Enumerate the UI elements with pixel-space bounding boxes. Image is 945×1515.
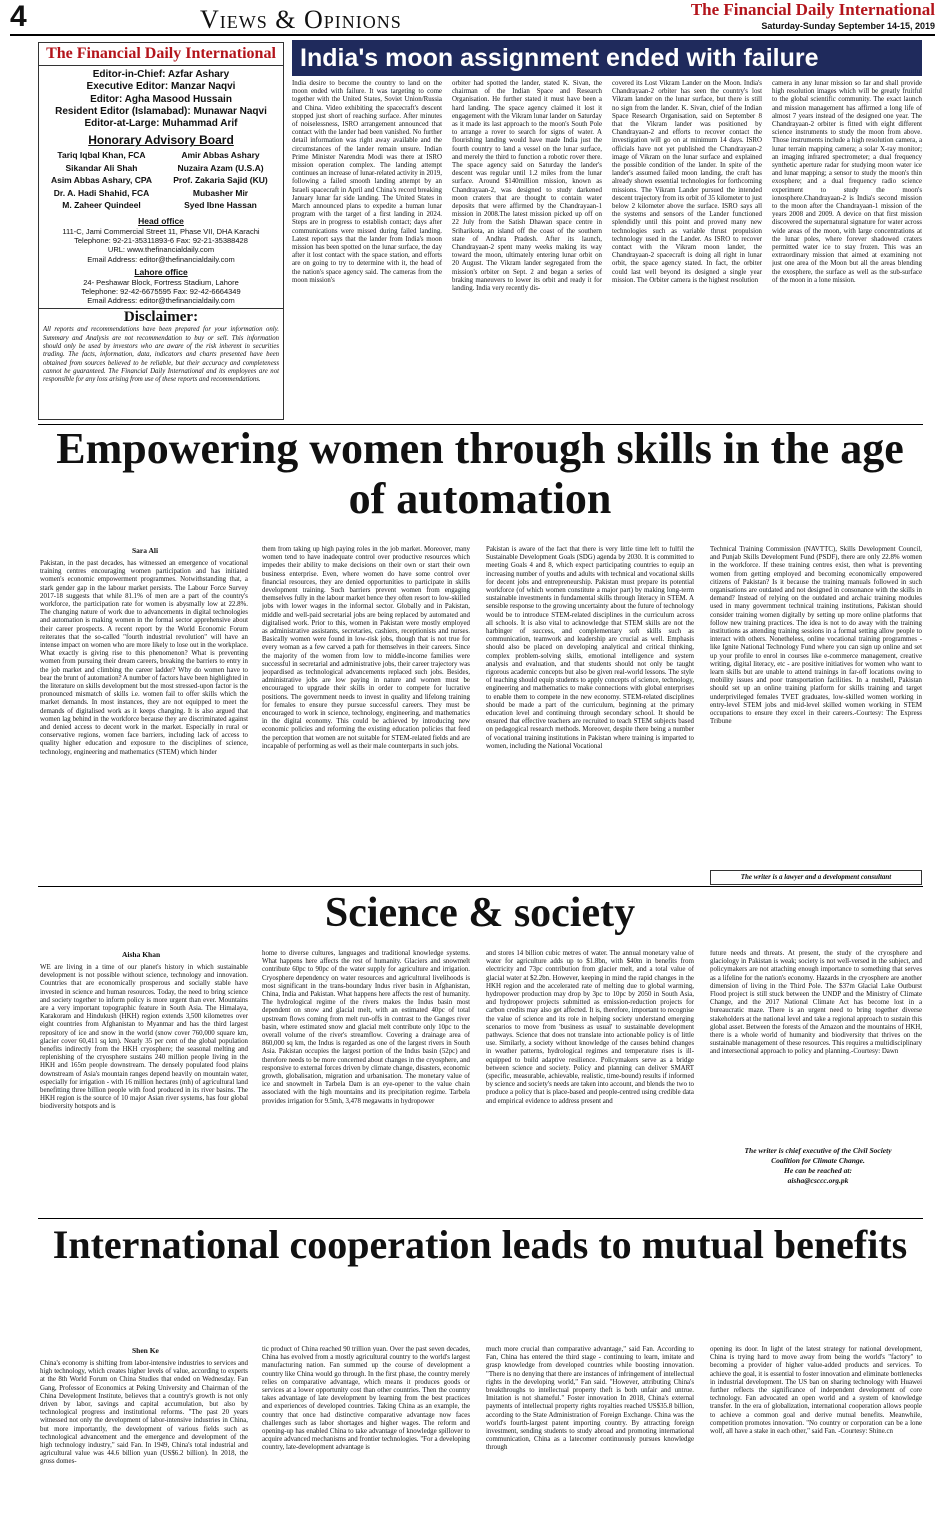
editor-line: Editor-at-Large: Muhammad Arif bbox=[84, 118, 238, 130]
board-member: Dr. A. Hadi Shahid, FCA bbox=[53, 187, 150, 198]
intl-column-1: China's economy is shifting from labor-intensive industries to services and high technology, which creates higher levels of value, according to experts at the 8th World Forum on China Studies that ended on Wednesday. Fan Gang, Professor of Economics at Peking University and Chairman of the China Development Institute, believes that a country's growth is not only driven by labor, savings and capital accumulation, but also by technological progress and institutional reforms. "The past 20 years witnessed not only the development of labor-intensive industries in China, but more importantly, the development of various fields such as technological advancement and the emergence and development of the high technology industry," said Fan. In 1949, China's total industrial and agricultural value was 44.6 billion yuan (US$6.2 billion). In 2018, the gross domes- bbox=[40, 1360, 248, 1466]
note-email: aisha@csccc.org.pk bbox=[787, 1176, 849, 1185]
board-member: M. Zaheer Quindeel bbox=[62, 200, 141, 211]
moon-column-3: covered its Lost Vikram Lander on the Moon. India's Chandrayaan-2 orbiter has seen the country's lost Vikram lander on the lunar surface, but there is still no sign from the lander. K. Sivan, chief of the Indian Space Research Organisation, said on September 8 that the Vikram lander was positioned by Chandrayaan-2 and efforts to recover contact the investigation will go on at minimum 14 days. ISRO officials have not yet published the Chandrayaan-2 image of Vikram on the lunar surface and explained the possible condition of the lander. In spite of the lander's assumed failed moon landing, the craft has already shown essential technologies for forthcoming missions. The Vikram Lander pursued the intended descent trajectory from its orbit of 35 kilometer to just below 2 kilometer above the surface. ISRO says all the systems and sensors of the Lander functioned splendidly until this point and proved many new technologies such as variable thrust propulsion technology used in the Lander. As ISRO to recover contact with the Vikram moon lander, the Chandrayaan-2 spacecraft is doing all right in lunar orbit, the space agency stated. In fact, the orbiter could last well beyond its designed a single year mission. The Orbiter camera is the highest resolution bbox=[612, 80, 762, 284]
board-member: Mubasher Mir bbox=[192, 187, 249, 198]
note-line: Coalition for Climate Change. bbox=[771, 1156, 865, 1165]
address-line: 111-C, Jami Commercial Street 11, Phase VII, DHA Karachi bbox=[62, 226, 260, 236]
address-line: 24- Peshawar Block, Fortress Stadium, Lahore bbox=[83, 277, 239, 287]
box-masthead: The Financial Daily International bbox=[39, 43, 283, 66]
women-author-note: The writer is a lawyer and a development consultant bbox=[710, 870, 922, 885]
address-line: Email Address: editor@thefinancialdaily.com bbox=[87, 296, 235, 306]
intl-article-title: International cooperation leads to mutual benefits bbox=[52, 1222, 908, 1267]
science-column-3: and stores 14 billion cubic metres of water. The annual monetary value of water for agriculture adds up to $1.8bn, with $40m in benefits from electricity and 73pc contribution from glacier melt, and a total value of glacial water at $2.2bn. However, keeping in mind the rapid changes in the HKH region and the accelerated rate of melting due to global warming, hydropower production may drop by 3pc to 10pc by 2050 in South Asia, and hydropower projects submitted as emission-reduction projects for carbon credits may also get affected. It is, therefore, important to recognise the value of science and its role in helping society understand emerging scenarios to move from 'business as usual' to sustainable development pathways. Science that does not translate into actionable policy is of little use. Similarly, a society without knowledge of the causes behind changes in weather patterns, hydrological regimes and temperature rises is ill-equipped to build adaptive resilience. Policymakers serve as a bridge between science and society. Policy and planning can deliver SMART (specific, measurable, achievable, realistic, time-bound) results if informed by science and society's needs are taken into account, and blends the two to produce a policy that is place-based and people-centred using credible data and empirical evidence to address present and bbox=[486, 950, 694, 1105]
divider bbox=[38, 1218, 923, 1219]
lahore-office-title: Lahore office bbox=[134, 266, 188, 277]
address-line: Telephone: 92-21-35311893-6 Fax: 92-21-35388428 bbox=[74, 236, 248, 246]
address-line: URL: www.thefinancialdaily.com bbox=[107, 245, 215, 255]
women-column-2: them from taking up high paying roles in the job market. Moreover, many women tend to have inadequate control over productive resources which impedes their ability to make decisions on their own or start their own business enterprise. Even, where women do have some control over financial resources, they are denied opportunities to participate in skills development training. Such barriers prevent women from engaging themselves fully in the labour market hence they often resort to low-skilled jobs with lower wages in the informal sector. Globally and in Pakistan, middle and well-paid secretarial jobs are being replaced by automated and digitalised work. Prior to this, women in Pakistan were mostly employed as administrative assistants, secretaries, cashiers, receptionists and nurses. Basically women were found in low-risk jobs, though that is not true for every woman as a few carved a path for themselves in their careers. Since the majority of the women from low to middle-income families were successful in secretarial and administrative jobs, their career trajectory was jeopardised as technological advancements replaced such jobs. Besides, administrative jobs are low paying in nature and women must be encouraged to upgrade their skills in order to compete for lucrative positions. The government needs to invest in quality and lifelong training for females to ensure they pursue successful careers. They must be encouraged to work in science, technology, engineering, and mathematics in the digital economy. This could be achieved by introducing new economic policies and reforming the existing education policies that feed the perception that women are not suitable for STEM-related fields and are incapable of performing as well as their male counterparts in such jobs. bbox=[262, 546, 470, 750]
board-member: Amir Abbas Ashary bbox=[181, 150, 260, 161]
board-member: Asim Abbas Ashary, CPA bbox=[50, 175, 153, 186]
intl-column-4: opening its door. In light of the latest strategy for national development, China is trying hard to move away from being the world's "factory" to becoming a provider of higher value-added products and services. To achieve the goal, it is essential to foster innovation and eliminate bottlenecks in industrial development. The US ban on sharing technology with Huawei further reflects the significance of independent development of core technology. Fan advocated an open world and a system of knowledge transfer. In the era of globalization, international cooperation allows people to achieve a common goal and derive mutual benefits. Meanwhile, competition promotes innovation. "No country or corporation can be a lone wolf, all have a stake in each other," said Fan. -Courtesy: Shine.cn bbox=[710, 1346, 922, 1436]
women-column-4: Technical Training Commission (NAVTTC), Skills Development Council, and Punjab Skills Development Fund (PSDF), there are only 22.8% women in the workforce. If these training centres exist, then what is preventing women from getting employed and becoming economically empowered citizens of Pakistan? Is it because the training manuals followed in such organisations are outdated and not designed in consonance with the skills in demand? Instead of relying on the outdated and archaic training modules used in many government technical training institutions, Pakistan should consider training women digitally by setting up more online platforms that follow new training practices. The idea is not to do away with the training institutions as attending training sessions in a formal setting allow people to interact with others. Nonetheless, online vocational training programmes - like Ignite National Technology Fund where you can sign up online and set up your profile to enrol in courses like e-commerce management, creative writing, digital literacy, etc - are positive initiatives for women who want to learn skills but are unable to attend trainings in far-off locations owing to mobility issues and poor transportation facilities. In a nutshell, Pakistan should set up an online training platform for skills training and target underprivileged females TVET graduates, low-skilled women working in entry-level STEM jobs and mid-level skilled women working in STEM occupations to ensure they excel in their careers.-Courtesy: The Express Tribune bbox=[710, 546, 922, 726]
intl-column-2: tic product of China reached 90 trillion yuan. Over the past seven decades, China has evolved from a mostly agricultural country to the world's largest manufacturing nation. Fan summed up the course of development a country like China would go through. In the first phase, the country merely relies on comparative advantage, which means it produces goods or services at a lower opportunity cost than other countries. Then the country takes advantage of late development by learning from the best practices and experiences of developed countries. Taking China as an example, the country that once had distinctive comparative advantage now faces challenges such as labor shortages and higher wages. The reform and opening-up has enabled China to take advantage of knowledge spillover to acquire advanced mechanisms and frontier technologies. "For a developing country, late-development advantage is bbox=[262, 1346, 470, 1452]
intl-column-3: much more crucial than comparative advantage," said Fan. According to Fan, China has entered the third stage - continuing to learn, imitate and grasp knowledge from developed countries while boosting innovation. "There is no denying that there are instances of infringement of intellectual rights in the developing world," Fan said. "However, attributing China's breakthroughs to intellectual property theft is both unfair and untrue. Imitation is not shameful." Foster innovation In 2018, China's external payments of intellectual property rights royalties reached US$35.8 billion, according to the State Administration of Foreign Exchange. China was the world's fourth-largest patent importing country. By attracting foreign investment, sending students to study abroad and promoting international communication, China as a latecomer continuously pursues knowledge through bbox=[486, 1346, 694, 1452]
intl-byline: Shen Ke bbox=[132, 1346, 159, 1355]
women-column-1: Pakistan, in the past decades, has witnessed an emergence of vocational training centres encouraging women participation and has initiated women's economic empowerment programmes. Notwithstanding that, a stark gender gap in the labour market persists. The Labour Force Survey 2017-18 suggests that while 81.1% of men are a part of the country's workforce, the participation rate for women is abysmally low at 22.8%. The changing nature of work due to advancements in digital technologies and automation is making women in the formal sector apprehensive about their career prospects. A recent report by the World Economic Forum reiterates that the so-called "fourth industrial revolution" will have an intense impact on women who are more likely to lose out in the workplace. What exactly is giving rise to this phenomenon? What is preventing women from pursuing their dream careers, breaking the barriers to entry in the job market and climbing the career ladder? Why do women have to bear the brunt of automation? A number of factors have been highlighted in the literature on skills development but the most stressed-upon factor is the pronounced mismatch of skills i.e. women fail to offer skills which the market demands. In most instances, they are not equipped to meet the demands of digitalised work as it keeps changing. It is also argued that women lag behind in the workforce because they are discriminated against and denied access to decent work in the market. Especially in rural or conservative regions, women face barriers, including lack of access to quality higher education and exposure to the disciplines of science, technology, engineering and mathematics (STEM) which hinder bbox=[40, 560, 248, 756]
note-line: The writer is chief executive of the Civil Society bbox=[744, 1146, 892, 1155]
board-member: Prof. Zakaria Sajid (KU) bbox=[173, 175, 268, 186]
editorial-box bbox=[38, 42, 284, 420]
moon-column-2: orbiter had spotted the lander, stated K. Sivan, the chairman of the Indian Space and Research Organisation. He further stated it must have been a hard landing. The space agency claimed it lost it engagement with the Vikram lunar lander on Saturday as it made its last approach to the moon's South Pole to arrange a rover to search for signs of water. A flourishing landing would have made India just the fourth country to land a vessel on the lunar surface, and merely the third to function a robotic rover there. The space agency said on Saturday the lander's descent was regular until 1.2 miles from the lunar surface. Around $140million mission, known as Chandrayaan-2, was designed to study darkened moon craters that are thought to contain water deposits that were affirmed by the Chandrayaan-1 mission in 2008.The latest mission picked up off on 22 July from the Satish Dhawan space centre in Sriharikota, an island off the coast of the southern state of Andhra Pradesh. After its launch, Chandrayaan-2 spent many weeks making its way toward the moon, ultimately entering lunar orbit on 20 August. The Vikram lander segregated from the mission's orbiter on Sept. 2 and began a series of braking maneuvers to lower its orbit and ready it for landing. India very recently dis- bbox=[452, 80, 602, 293]
science-article-title: Science & society bbox=[324, 890, 636, 936]
address-line: Email Address: editor@thefinancialdaily.com bbox=[87, 254, 235, 264]
editor-line: Resident Editor (Islamabad): Munawar Naqvi bbox=[55, 105, 267, 117]
moon-column-1: India desire to become the country to land on the moon ended with failure. It was targeting to come together with the United States, Soviet Union/Russia and China. Video exhibiting the spacecraft's descent stopped just short of reaching surface. After minutes of noiselessness, ISRO arrangement announced that contact with the lander had been vanished. No further detail information was right away available and the circumstances of the lander remain unsure. Indian Prime Minister Narendra Modi was there at ISRO mission operation complex. The landing attempt continues an increase of lunar-related activity in 2019, following a failed smooth landing attempt by an Israeli spacecraft in April and China's record breaking January lunar far side landing. The United States in March announced plans to expedite a human lunar program with the target of a first landing in 2024. Steps are in progress to establish contact; days after communications were missed during failed landing. Latest report says that the lander from India's moon mission has been spotted on the lunar surface, the day after it lost contact with the space station, and efforts are on going to try to determine with it, the head of the nation's space agency said. The cameras from the moon mission's bbox=[292, 80, 442, 284]
editor-line: Editor-in-Chief: Azfar Ashary bbox=[92, 69, 230, 80]
page-header bbox=[10, 0, 935, 36]
issue-date: Saturday-Sunday September 14-15, 2019 bbox=[761, 21, 935, 31]
editor-line: Editor: Agha Masood Hussain bbox=[90, 93, 232, 105]
advisory-board-title: Honorary Advisory Board bbox=[88, 133, 234, 148]
note-line: He can be reached at: bbox=[784, 1166, 852, 1175]
women-article-title: Empowering women through skills in the age of automation bbox=[56, 424, 904, 523]
moon-article-title: India's moon assignment ended with failure bbox=[292, 40, 922, 76]
science-author-note bbox=[720, 1144, 916, 1210]
editor-line: Executive Editor: Manzar Naqvi bbox=[86, 81, 236, 93]
disclaimer-text: All reports and recommendations have been prepared for your information only. Summary and Analysis are not recommendation to buy or sell. This information should only be used by investors who are aware of the risk inherent in securities trading. The facts, information, data, indicators and charts presented have been obtained from sources believed to be reliable, but their accuracy and completeness cannot be guaranteed. The Financial Daily International and its employees are not responsible for any loss arising from use of these reports and recommendations. bbox=[43, 326, 279, 384]
address-line: Telephone: 92-42-6675595 Fax: 92-42-6664349 bbox=[81, 287, 241, 296]
science-byline: Aisha Khan bbox=[122, 950, 161, 959]
head-office-title: Head office bbox=[138, 215, 184, 226]
masthead bbox=[691, 0, 935, 32]
advisory-board bbox=[39, 148, 283, 213]
moon-column-4: camera in any lunar mission so far and shall provide high resolution images which will be greatly fruitful to the global scientific community. The exact launch and mission management has affirmed a long life of almost 7 years instead of the designed one year. The Chandrayaan-2 orbiter is fitted with eight different science instruments to study the moon from above. Those instruments include a high resolution camera, a lunar terrain mapping camera; a solar X-ray monitor; an imaging infrared spectrometer; a dual frequency synthetic aperture radar for studying moon water ice and lunar mapping; a sensor to study the moon's thin exosphere; and a dual frequency radio science experiment to study the moon's ionosphere.Chandrayaan-2 is India's second mission to the moon after the Chandrayaan-1 mission of the years 2008 and 2009. A device on that first mission discovered the supernatural signature for water across wide areas of the moon, with large concentrations at the lunar poles, where forever shadowed craters permitted water ice to stay frozen. This was an extraordinary mission that aimed at examining not just one area of the Moon but all the areas blending the exosphere, the surface as well as the sub-surface of the moon in a lone mission. bbox=[772, 80, 922, 284]
masthead-title: The Financial Daily International bbox=[690, 0, 935, 19]
science-column-1: WE are living in a time of our planet's history in which sustainable development is not possible without science, technology and innovation. Countries that are economically prosperous and socially stable have invested in science and human resources. Today, the need to bring science and society together to inform policy is more urgent than ever. Mountains are a very important topographic feature in South Asia. The Himalaya, Karakoram and Hindukush (HKH) region extends 3,500 kilometres over eight countries from Afghanistan to Myanmar and has the third largest repository of ice and snow in the world (snow cover 760,000 square km, glacier cover 60,411 sq km). Nearly 35 per cent of the global population benefits indirectly from the HKH cryosphere; the seasonal melting and replenishing of the cryosphere sustains 240 million people living in the HKH and 165m people downstream. The densely populated food plains downstream of Asia's mountain ranges depend heavily on mountain water, especially for irrigation - with 16 million hectares (mh) of agricultural land benefitting three billion people with food produced in its river basins. The HKH region is the source of 10 major Asian river systems, has four global biodiversity hotspots and is bbox=[40, 964, 248, 1111]
board-member: Sikandar Ali Shah bbox=[65, 162, 138, 173]
page-number: 4 bbox=[10, 0, 27, 33]
board-member: Syed Ibne Hassan bbox=[184, 200, 257, 211]
divider bbox=[38, 886, 923, 887]
section-title: Views & Opinions bbox=[200, 5, 402, 34]
board-member: Nuzaira Azam (U.S.A) bbox=[177, 162, 264, 173]
head-office-address bbox=[39, 227, 283, 264]
science-column-4: future needs and threats. At present, the study of the cryosphere and glaciology in Pakistan is weak; society is not well-versed in the subject, and policymakers are not attaching enough importance to something that serves as a lifeline for the nation's economy. Hazards in the cryosphere are another dimension of living in the Third Pole. The $37m Glacial Lake Outburst Flood project is still stuck between the UNDP and the Ministry of Climate Change, and the 2017 National Climate Act has become lost in a bureaucratic maze. There is an urgent need to bring together diverse stakeholders at the national level and take a regional approach to sustain this global asset. Between the forests of the Amazon and the mountains of HKH, there is a whole world of humanity and biodiversity that thrives on the sustainable management of these resources. This requires a multidisciplinary and intersectional approach to policy and planning.-Courtesy: Dawn bbox=[710, 950, 922, 1056]
women-byline: Sara Ali bbox=[132, 546, 159, 555]
editors-list bbox=[39, 66, 283, 130]
board-member: Tariq Iqbal Khan, FCA bbox=[57, 150, 146, 161]
disclaimer-title: Disclaimer: bbox=[39, 308, 283, 325]
lahore-office-address bbox=[39, 278, 283, 306]
science-column-2: home to diverse cultures, languages and traditional knowledge systems. What happens here affects the rest of humanity. Glaciers and snowmelt contribute 60pc to 90pc of the water supply for agriculture and irrigation. Cryosphere dependency on water resources and agricultural livelihoods is most significant in the trans-boundary Indus river basin in Afghanistan, China, India and Pakistan. What happens here affects the rest of humanity. The hydrological regime of the rivers makes the Indus basin most dependent on snow and glacial melt, with an estimated 40pc of total upstream flows coming from melt run-offs in contrast to the Ganges river basin, where estimated snow and glacial melt contribute only 10pc to the overall volume of the river's streamflow. Covering a drainage area of 860,000 sq km, the Indus is regarded as one of the largest rivers in South Asia. Pakistan occupies the largest portion of the Indus basin (52pc) and therefore needs to be more concerned about changes in the cryosphere, and responsive to external forces driven by climate change, disasters, economic growth, globalisation, migration and urbanisation. The monetary value of ice and snowmelt in Tarbela Dam is an eye-opener to the value chain associated with the high mountains and its precipitation regime. Tarbela provides irrigation for 9.5mh, 3,478 megawatts in hydropower bbox=[262, 950, 470, 1105]
women-column-3: Pakistan is aware of the fact that there is very little time left to fulfil the Sustainable Development Goals (SDG) agenda by 2030. It is committed to meeting Goals 4 and 8, which expect participating countries to equip an increasing number of youths and adults with technical and vocational skills for decent jobs and entrepreneurship. Pakistan must prepare its potential workforce (of which women constitute a major part) by making long-term sustainable investments in fundamental skills through literacy in STEM. A sensible response to the growing uncertainty about the future of technology would be to introduce STEM-related disciplines in the curriculum across all schools. It is also vital to acknowledge that STEM skills are not the harbinger of success, and complementary soft skills such as communication, teamwork and leadership are crucial as well. Emphasis should also be placed on developing analytical and critical thinking, complex problem-solving skills, emotional intelligence and system analysis and evaluation, and that students should not only be taught rigorous academic concepts but also be given real-world lessons. The style of teaching should equip students to apply concepts of science, technology, engineering and mathematics to make connections with global enterprises to enable them to compete in the new economy. STEM-related disciplines should be made a part of the curriculum, beginning at the primary education level and continuing through secondary school. It should be ensured that effective teachers are recruited to teach STEM subjects based on pedagogical research methods. Moreover, despite there being a number of vocational training institutions in Pakistan where training is imparted to women, including the National Vocational bbox=[486, 546, 694, 750]
